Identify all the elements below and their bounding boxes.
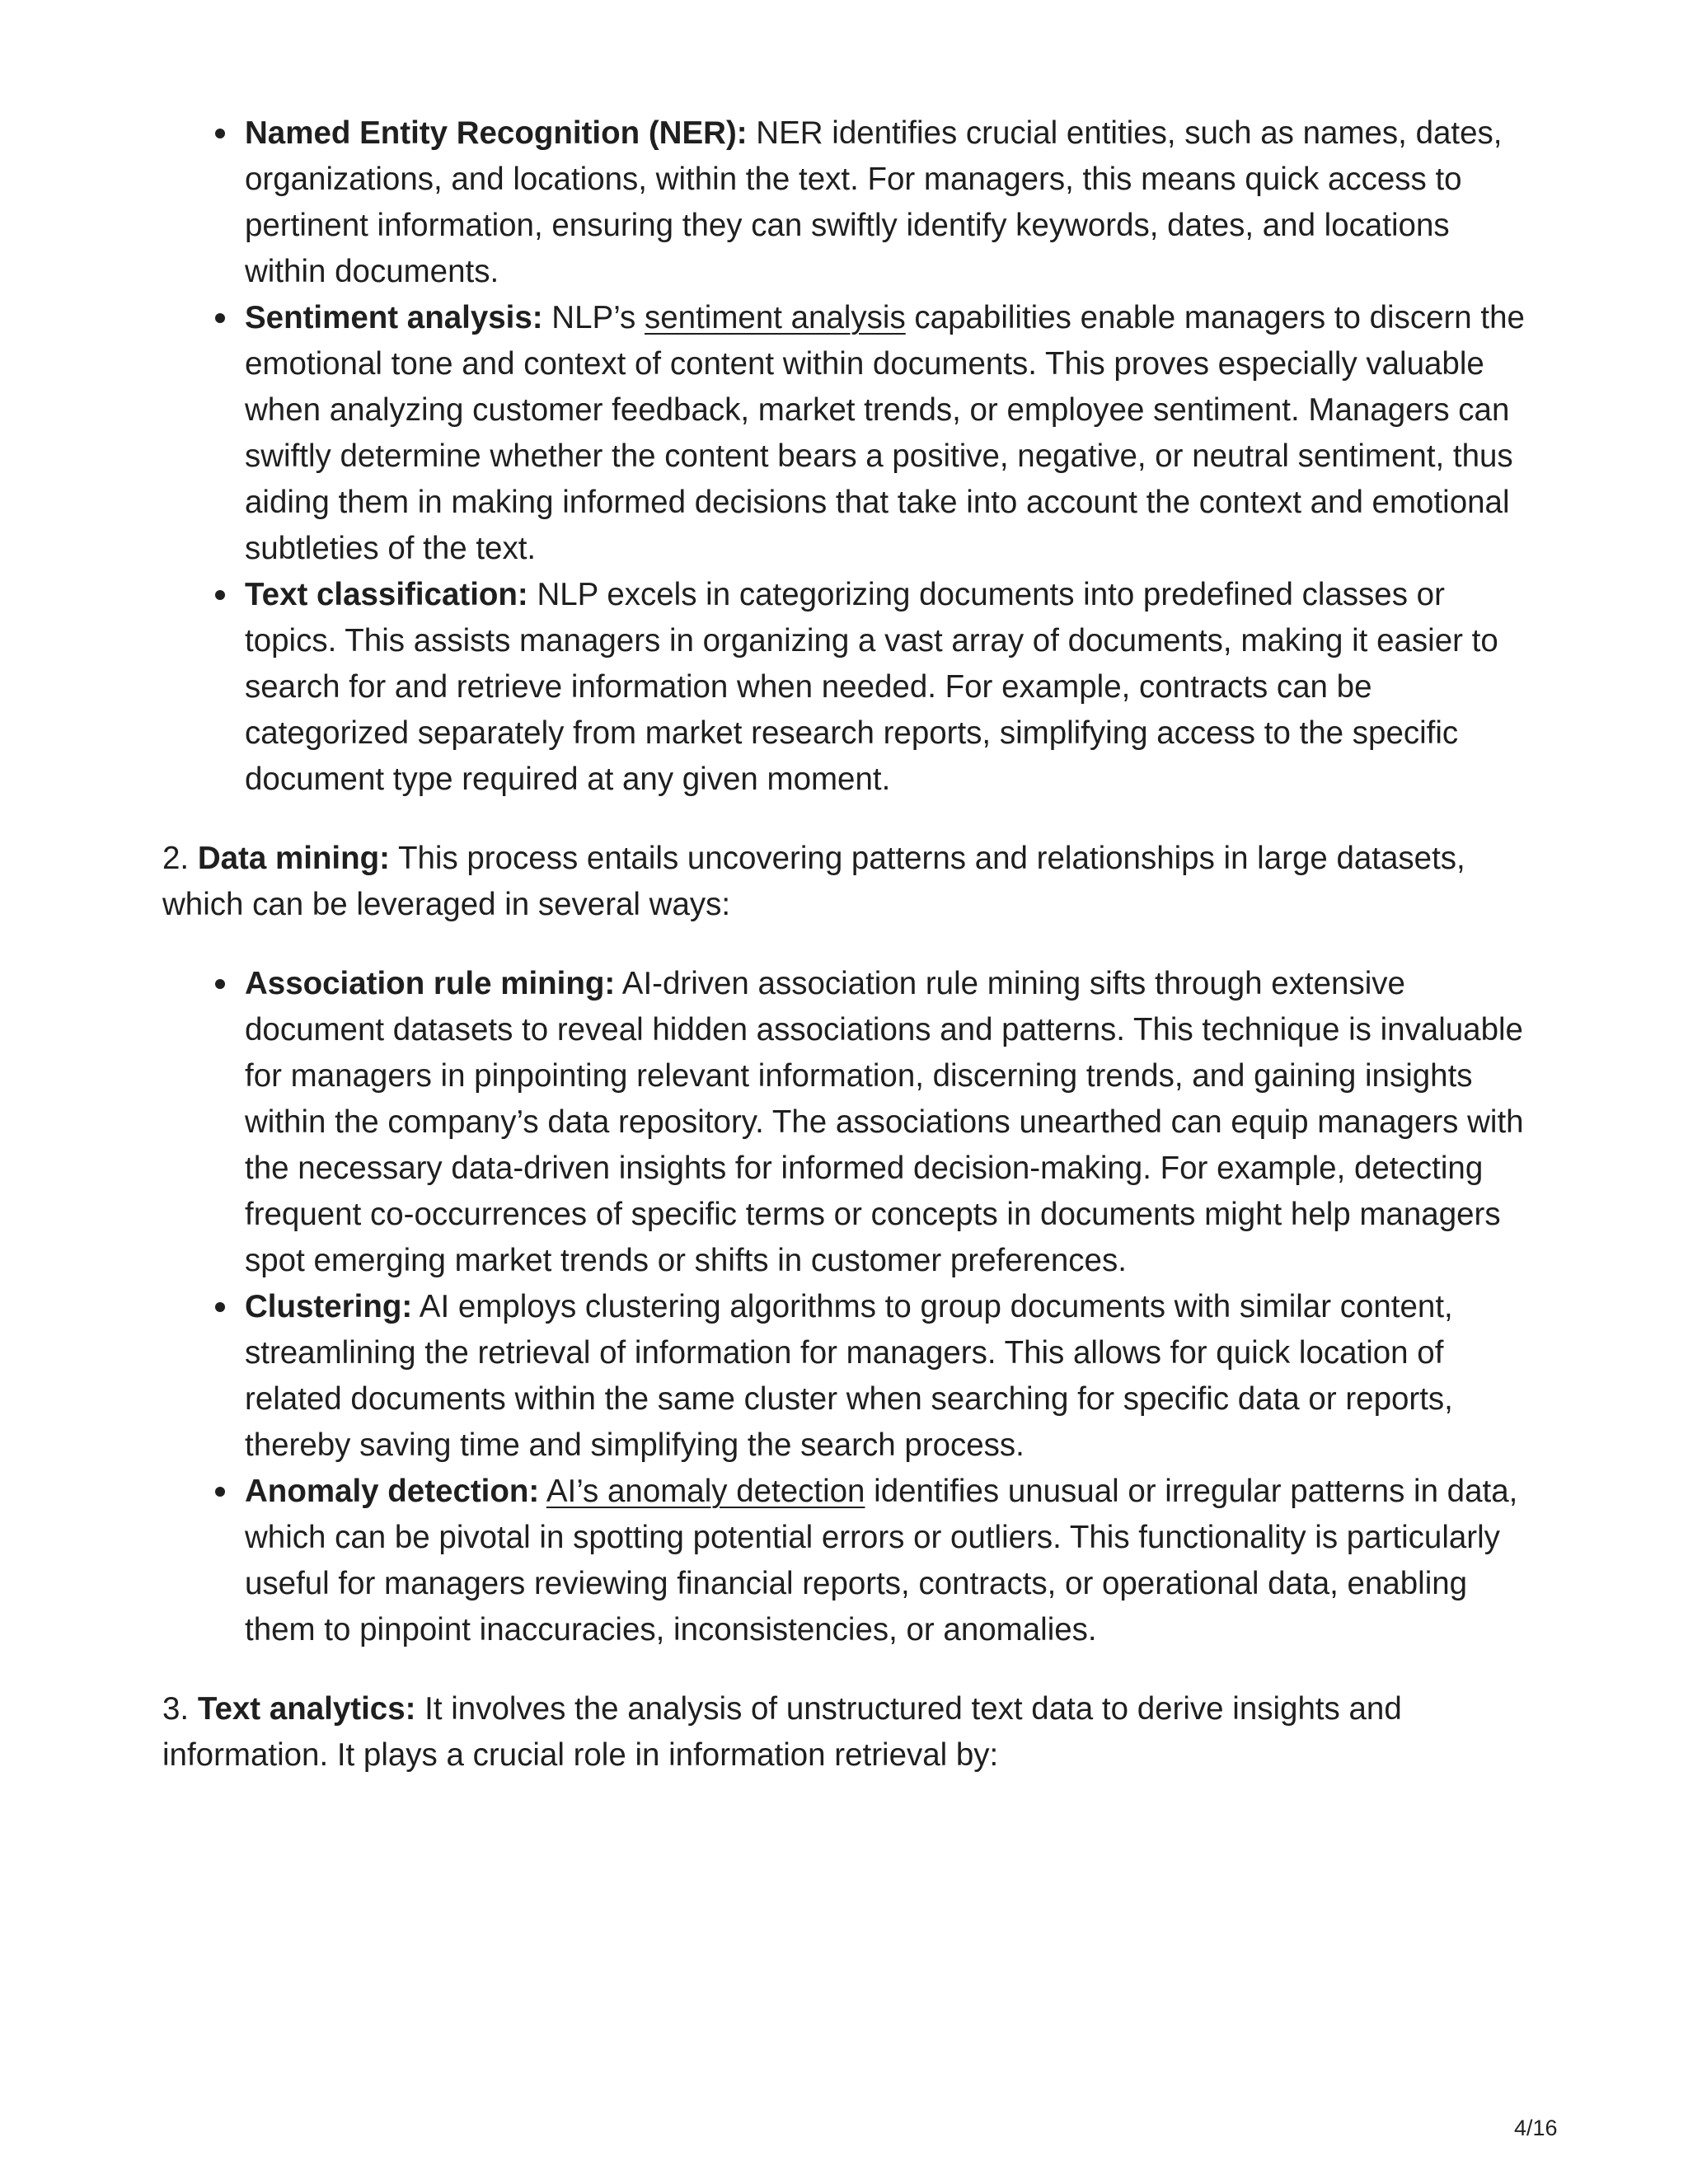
item-text: NLP’s bbox=[542, 300, 645, 335]
list-item-ner bbox=[245, 110, 1539, 295]
list-item-text-classification bbox=[245, 572, 1539, 803]
anomaly-detection-link[interactable]: AI’s anomaly detection bbox=[546, 1474, 865, 1509]
section-text: It involves the analysis of unstructured text data to derive insights and information. It plays a crucial role in information retrieval by: bbox=[162, 1691, 1402, 1773]
section2-paragraph bbox=[162, 836, 1539, 928]
item-term: Text classification: bbox=[245, 577, 528, 612]
spacer bbox=[162, 803, 1539, 836]
item-text: NLP excels in categorizing documents into predefined classes or topics. This assists managers in organizing a vast array of documents, making it easier to search for and retrieve information when needed. For example, contracts can be categorized separately from market research reports, simplifying access to the specific document type required at any given moment. bbox=[245, 577, 1498, 797]
item-term: Named Entity Recognition (NER): bbox=[245, 115, 748, 151]
list-item-anomaly-detection bbox=[245, 1469, 1539, 1653]
document-page bbox=[162, 110, 1539, 1779]
section-number: 3. bbox=[162, 1691, 190, 1727]
list-item-association-rule-mining bbox=[245, 961, 1539, 1284]
item-text-after-link: identifies unusual or irregular patterns in data, which can be pivotal in spotting potential errors or outliers. This functionality is particularly useful for managers reviewing financial reports, contracts, or operational data, enabling them to pinpoint inaccuracies, inconsistencies, or anomalies. bbox=[245, 1474, 1518, 1647]
item-term: Sentiment analysis: bbox=[245, 300, 543, 335]
item-text: NER identifies crucial entities, such as names, dates, organizations, and locations, within the text. For managers, this means quick access to pertinent information, ensuring they can swiftly identify keywords, dates, and locations within documents. bbox=[245, 115, 1503, 289]
bullet-icon bbox=[215, 1302, 225, 1312]
list-item-sentiment-analysis bbox=[245, 295, 1539, 572]
item-text: AI employs clustering algorithms to group documents with similar content, streamlining the retrieval of information for managers. This allows for quick location of related documents within the same cluster when searching for specific data or reports, thereby saving time and simplifying the search process. bbox=[245, 1289, 1453, 1463]
page-number: 4/16 bbox=[1514, 2116, 1558, 2140]
bullet-icon bbox=[215, 590, 225, 600]
list-item-clustering bbox=[245, 1284, 1539, 1469]
spacer bbox=[162, 1653, 1539, 1686]
section3-paragraph bbox=[162, 1686, 1539, 1779]
section-text: This process entails uncovering patterns and relationships in large datasets, which can be leveraged in several ways: bbox=[162, 841, 1465, 922]
item-text-after-link: capabilities enable managers to discern the emotional tone and context of content within documents. This proves especially valuable when analyzing customer feedback, market trends, or employee sentiment. Managers can swiftly determine whether the content bears a positive, negative, or neutral sentiment, thus aiding them in making informed decisions that take into account the context and emotional subtleties of the text. bbox=[245, 300, 1525, 566]
section2-list bbox=[162, 961, 1539, 1653]
section1-list bbox=[162, 110, 1539, 803]
section-term: Text analytics: bbox=[197, 1691, 416, 1727]
bullet-icon bbox=[215, 1487, 225, 1497]
sentiment-analysis-link[interactable]: sentiment analysis bbox=[645, 300, 906, 335]
section-term: Data mining: bbox=[197, 841, 390, 876]
item-term: Clustering: bbox=[245, 1289, 413, 1324]
item-term: Association rule mining: bbox=[245, 966, 616, 1001]
bullet-icon bbox=[215, 313, 225, 323]
section-number: 2. bbox=[162, 841, 190, 876]
item-term: Anomaly detection: bbox=[245, 1474, 540, 1509]
item-text: AI-driven association rule mining sifts through extensive document datasets to reveal hidden associations and patterns. This technique is invaluable for managers in pinpointing relevant information, discerning trends, and gaining insights within the company’s data repository. The associations unearthed can equip managers with the necessary data-driven insights for informed decision-making. For example, detecting frequent co-occurrences of specific terms or concepts in documents might help managers spot emerging market trends or shifts in customer preferences. bbox=[245, 966, 1524, 1278]
bullet-icon bbox=[215, 129, 225, 138]
spacer bbox=[162, 928, 1539, 961]
bullet-icon bbox=[215, 979, 225, 989]
item-text bbox=[539, 1474, 546, 1509]
